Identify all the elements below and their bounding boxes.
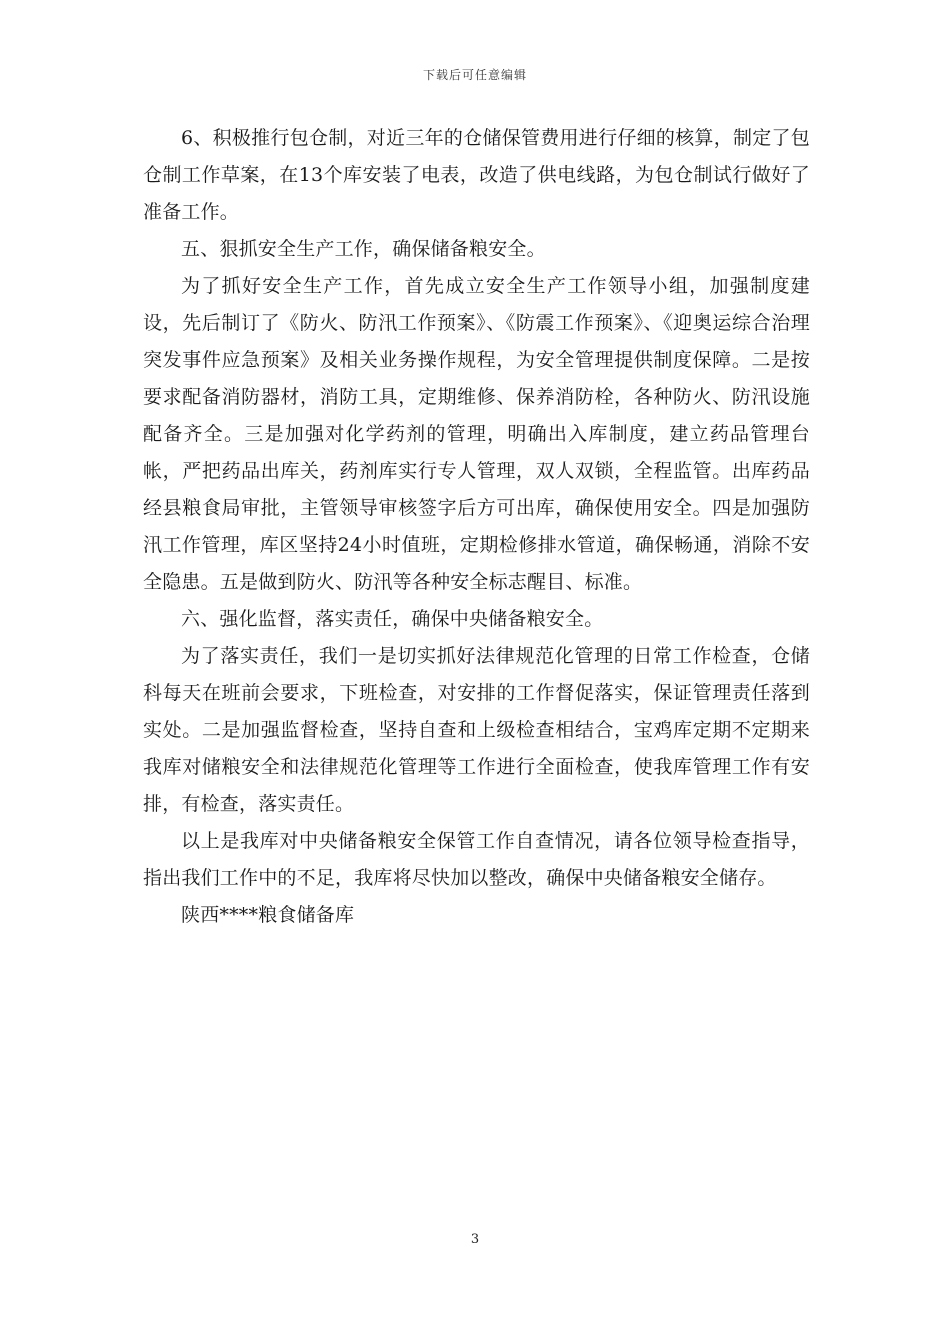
- document-body: [143, 120, 810, 934]
- section-heading-safety-production: 五、狠抓安全生产工作，确保储备粮安全。: [181, 238, 546, 260]
- paragraph-supervision: 为了落实责任，我们一是切实抓好法律规范化管理的日常工作检查，仓储科每天在班前会要求，下班检查，对安排的工作督促落实，保证管理责任落到实处。二是加强监督检查，坚持自查和上级检查相结合，宝鸡库定期不定期来我库对储粮安全和法律规范化管理等工作进行全面检查，使我库管理工作有安排，有检查，落实责任。: [143, 645, 810, 815]
- paragraph-conclusion: 以上是我库对中央储备粮安全保管工作自查情况，请各位领导检查指导，指出我们工作中的不足，我库将尽快加以整改，确保中央储备粮安全储存。: [143, 830, 810, 889]
- page-header-note: 下载后可任意编辑: [422, 68, 527, 82]
- paragraph-item-6-contract-storage: 6、积极推行包仓制，对近三年的仓储保管费用进行仔细的核算，制定了包仓制工作草案，在13个库安装了电表，改造了供电线路，为包仓制试行做好了准备工作。: [143, 127, 810, 223]
- section-heading-supervision: 六、强化监督，落实责任，确保中央储备粮安全。: [181, 608, 604, 630]
- page-number: 3: [470, 1232, 480, 1247]
- signature-organization: 陕西****粮食储备库: [181, 904, 355, 926]
- paragraph-safety-production: 为了抓好安全生产工作，首先成立安全生产工作领导小组，加强制度建设，先后制订了《防火、防汛工作预案》、《防震工作预案》、《迎奥运综合治理突发事件应急预案》及相关业务操作规程，为安全管理提供制度保障。二是按要求配备消防器材，消防工具，定期维修、保养消防栓，各种防火、防汛设施配备齐全。三是加强对化学药剂的管理，明确出入库制度，建立药品管理台帐，严把药品出库关，药剂库实行专人管理，双人双锁，全程监管。出库药品经县粮食局审批，主管领导审核签字后方可出库，确保使用安全。四是加强防汛工作管理，库区坚持24小时值班，定期检修排水管道，确保畅通，消除不安全隐患。五是做到防火、防汛等各种安全标志醒目、标准。: [143, 275, 810, 593]
